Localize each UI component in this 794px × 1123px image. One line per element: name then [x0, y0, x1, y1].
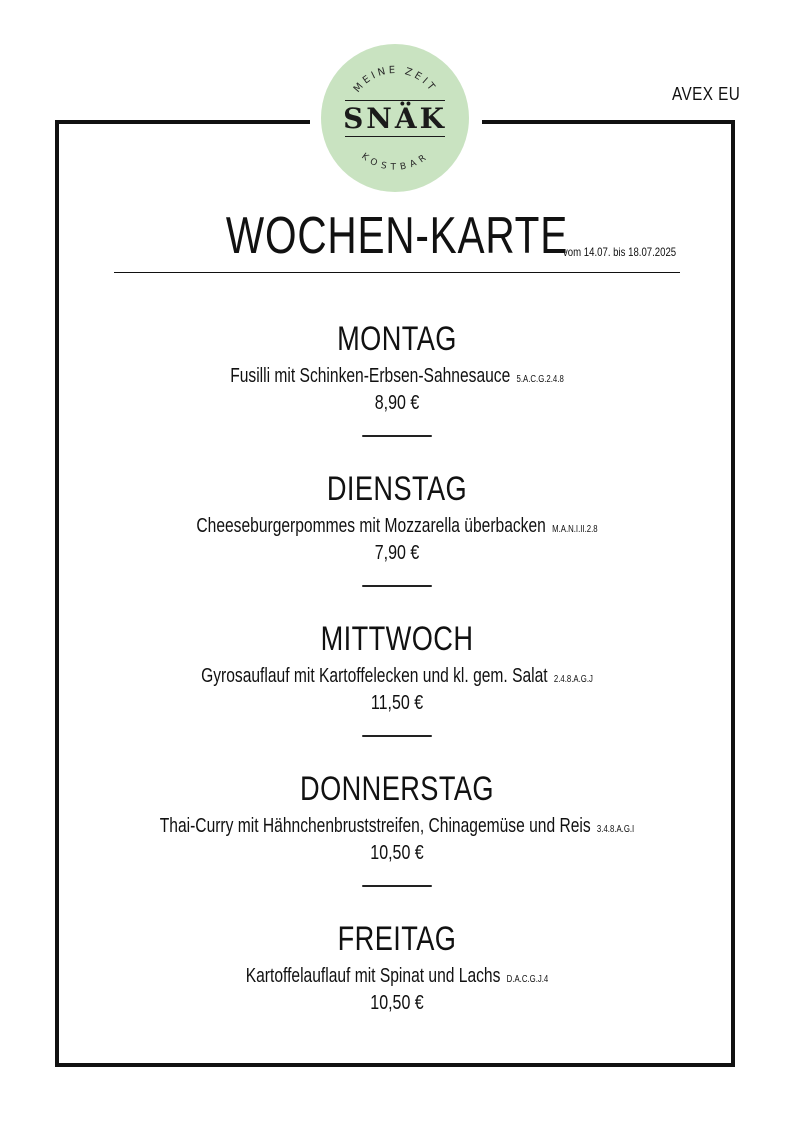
allergen-codes: D.A.C.G.J.4: [506, 974, 549, 985]
logo-bottom-text: KOSTBAR: [359, 151, 431, 173]
day-name: MITTWOCH: [320, 620, 474, 658]
day-name: DIENSTAG: [326, 470, 468, 508]
dish-line: [87, 963, 706, 989]
snak-logo: [321, 44, 469, 192]
page-title: WOCHEN-KARTE: [225, 207, 569, 265]
day-name: FREITAG: [337, 920, 457, 958]
day-friday: [0, 915, 794, 1065]
dish-line: [87, 663, 706, 689]
dish-price: 8,90 €: [374, 392, 420, 414]
title-underline: [114, 272, 680, 273]
day-monday: [0, 315, 794, 465]
logo-top-text: MEINE ZEIT: [351, 64, 439, 95]
dish-line: [87, 363, 706, 389]
logo-rule-bottom: [345, 136, 445, 137]
allergen-codes: 2.4.8.A.G.J: [553, 674, 593, 685]
allergen-codes: 5.A.C.G.2.4.8: [516, 374, 564, 385]
dish-line: [87, 513, 706, 539]
dish-price: 10,50 €: [370, 992, 424, 1014]
day-tuesday: [0, 465, 794, 615]
dish-name: Kartoffelauflauf mit Spinat und Lachs: [245, 965, 501, 987]
logo-brand: SNÄK: [343, 102, 447, 135]
svg-text:KOSTBAR: [359, 152, 430, 173]
dish-price: 10,50 €: [370, 842, 424, 864]
day-list: [0, 315, 794, 1065]
dish-name: Thai-Curry mit Hähnchenbruststreifen, Chinagemüse und Reis: [159, 815, 591, 837]
day-name: DONNERSTAG: [300, 770, 494, 808]
day-thursday: [0, 765, 794, 915]
dish-line: [87, 813, 706, 839]
dish-name: Cheeseburgerpommes mit Mozzarella überbacken: [196, 515, 546, 537]
vendor-name: AVEX EU: [671, 84, 740, 104]
dish-name: Gyrosauflauf mit Kartoffelecken und kl. gem. Salat: [201, 665, 548, 687]
allergen-codes: M.A.N.I.II.2.8: [552, 524, 598, 535]
date-range: vom 14.07. bis 18.07.2025: [563, 245, 677, 259]
dish-price: 7,90 €: [374, 542, 420, 564]
svg-text:MEINE ZEIT: [352, 65, 439, 95]
day-separator: [362, 735, 432, 737]
day-separator: [362, 435, 432, 437]
dish-name: Fusilli mit Schinken-Erbsen-Sahnesauce: [230, 365, 511, 387]
allergen-codes: 3.4.8.A.G.I: [596, 824, 635, 835]
day-name: MONTAG: [337, 320, 457, 358]
day-separator: [362, 885, 432, 887]
day-wednesday: [0, 615, 794, 765]
day-separator: [362, 585, 432, 587]
logo-rule-top: [345, 100, 445, 101]
dish-price: 11,50 €: [370, 692, 424, 714]
